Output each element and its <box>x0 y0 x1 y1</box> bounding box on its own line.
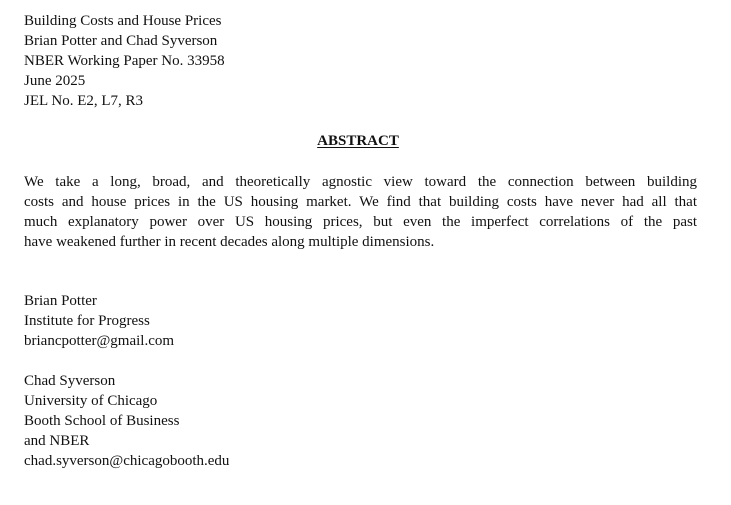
author-affiliation: Booth School of Business <box>24 413 180 429</box>
publication-date: June 2025 <box>24 73 86 89</box>
paper-title: Building Costs and House Prices <box>24 13 222 29</box>
jel-codes: JEL No. E2, L7, R3 <box>24 93 144 109</box>
abstract-line: We take a long, broad, and theoretically agnostic view toward the connection between building <box>24 174 697 190</box>
author-contact-potter <box>24 291 174 351</box>
abstract-body <box>24 172 697 252</box>
abstract-line: have weakened further in recent decades along multiple dimensions. <box>24 234 435 250</box>
author-affiliation: University of Chicago <box>24 393 158 409</box>
abstract-line: much explanatory power over US housing prices, but even the imperfect correlations of the past <box>24 214 697 230</box>
author-affiliation: and NBER <box>24 433 90 449</box>
author-affiliation: Institute for Progress <box>24 313 150 329</box>
abstract-heading: ABSTRACT <box>317 133 399 149</box>
author-contact-syverson <box>24 371 229 471</box>
author-email: chad.syverson@chicagobooth.edu <box>24 453 230 469</box>
paper-header <box>24 11 225 111</box>
author-name: Chad Syverson <box>24 373 116 389</box>
working-paper-series: NBER Working Paper No. 33958 <box>24 53 225 69</box>
author-name: Brian Potter <box>24 293 97 309</box>
paper-authors: Brian Potter and Chad Syverson <box>24 33 218 49</box>
abstract-line: costs and house prices in the US housing market. We find that building costs have never had all that <box>24 194 697 210</box>
author-email: briancpotter@gmail.com <box>24 333 175 349</box>
